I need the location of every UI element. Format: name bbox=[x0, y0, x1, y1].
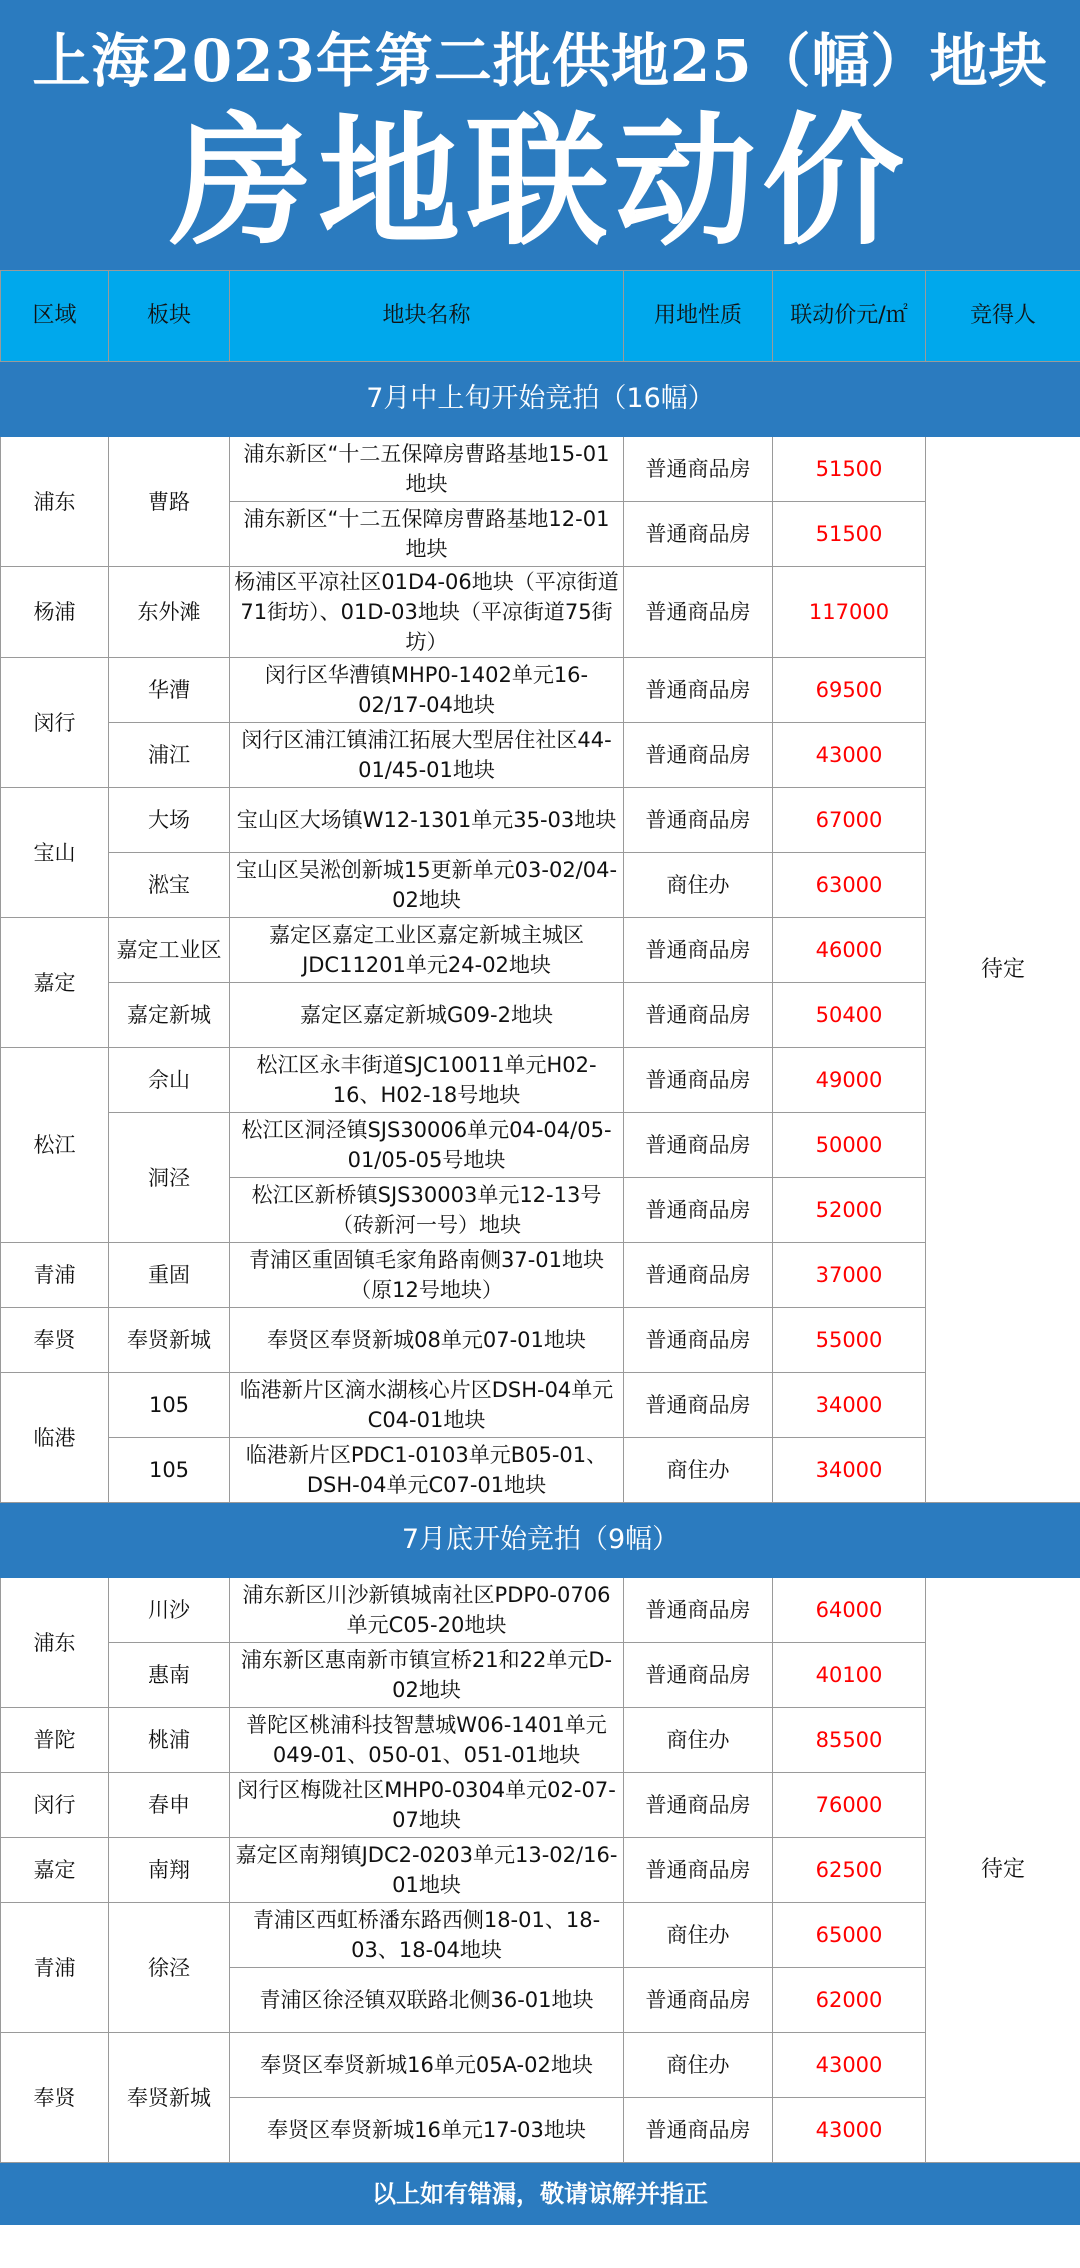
price-cell: 62000 bbox=[773, 1968, 926, 2033]
block-cell: 南翔 bbox=[109, 1838, 230, 1903]
land-use-cell: 普通商品房 bbox=[624, 1838, 773, 1903]
plot-name-cell: 青浦区徐泾镇双联路北侧36-01地块 bbox=[230, 1968, 624, 2033]
price-cell: 65000 bbox=[773, 1903, 926, 1968]
district-cell: 青浦 bbox=[1, 1903, 109, 2033]
district-cell: 浦东 bbox=[1, 437, 109, 567]
block-cell: 春申 bbox=[109, 1773, 230, 1838]
table-row bbox=[1, 567, 1080, 658]
land-use-cell: 普通商品房 bbox=[624, 1178, 773, 1243]
land-use-cell: 普通商品房 bbox=[624, 1113, 773, 1178]
block-cell: 洞泾 bbox=[109, 1113, 230, 1243]
plot-name-cell: 临港新片区PDC1-0103单元B05-01、DSH-04单元C07-01地块 bbox=[230, 1438, 624, 1503]
plot-name-cell: 临港新片区滴水湖核心片区DSH-04单元C04-01地块 bbox=[230, 1373, 624, 1438]
price-cell: 85500 bbox=[773, 1708, 926, 1773]
district-cell: 闵行 bbox=[1, 658, 109, 788]
district-cell: 松江 bbox=[1, 1048, 109, 1243]
block-cell: 淞宝 bbox=[109, 853, 230, 918]
plot-name-cell: 奉贤区奉贤新城08单元07-01地块 bbox=[230, 1308, 624, 1373]
section2-title: 7月底开始竞拍（9幅） bbox=[1, 1503, 1080, 1578]
footer-note: 以上如有错漏，敬请谅解并指正 bbox=[0, 2163, 1080, 2225]
plot-name-cell: 闵行区梅陇社区MHP0-0304单元02-07-07地块 bbox=[230, 1773, 624, 1838]
land-use-cell: 普通商品房 bbox=[624, 437, 773, 502]
price-cell: 49000 bbox=[773, 1048, 926, 1113]
table-row bbox=[1, 1113, 1080, 1178]
land-use-cell: 商住办 bbox=[624, 2033, 773, 2098]
land-use-cell: 普通商品房 bbox=[624, 1773, 773, 1838]
plot-name-cell: 宝山区大场镇W12-1301单元35-03地块 bbox=[230, 788, 624, 853]
table-row bbox=[1, 1708, 1080, 1773]
district-cell: 杨浦 bbox=[1, 567, 109, 658]
table-row bbox=[1, 658, 1080, 723]
header-land-use: 用地性质 bbox=[624, 271, 773, 362]
land-use-cell: 普通商品房 bbox=[624, 658, 773, 723]
table-row bbox=[1, 1373, 1080, 1438]
district-cell: 浦东 bbox=[1, 1578, 109, 1708]
plot-name-cell: 浦东新区惠南新市镇宣桥21和22单元D-02地块 bbox=[230, 1643, 624, 1708]
land-use-cell: 普通商品房 bbox=[624, 567, 773, 658]
block-cell: 川沙 bbox=[109, 1578, 230, 1643]
district-cell: 奉贤 bbox=[1, 1308, 109, 1373]
price-cell: 63000 bbox=[773, 853, 926, 918]
header-district: 区域 bbox=[1, 271, 109, 362]
land-use-cell: 商住办 bbox=[624, 1903, 773, 1968]
table-row bbox=[1, 1243, 1080, 1308]
price-cell: 64000 bbox=[773, 1578, 926, 1643]
table-row bbox=[1, 1578, 1080, 1643]
price-cell: 50400 bbox=[773, 983, 926, 1048]
header-winner: 竞得人 bbox=[926, 271, 1080, 362]
land-use-cell: 普通商品房 bbox=[624, 1968, 773, 2033]
block-cell: 嘉定工业区 bbox=[109, 918, 230, 983]
price-cell: 43000 bbox=[773, 2033, 926, 2098]
page-header bbox=[0, 0, 1080, 270]
block-cell: 大场 bbox=[109, 788, 230, 853]
plot-name-cell: 嘉定区南翔镇JDC2-0203单元13-02/16-01地块 bbox=[230, 1838, 624, 1903]
table-row bbox=[1, 853, 1080, 918]
table-row bbox=[1, 1643, 1080, 1708]
price-cell: 50000 bbox=[773, 1113, 926, 1178]
table-row bbox=[1, 983, 1080, 1048]
price-cell: 69500 bbox=[773, 658, 926, 723]
plot-name-cell: 嘉定区嘉定工业区嘉定新城主城区JDC11201单元24-02地块 bbox=[230, 918, 624, 983]
district-cell: 闵行 bbox=[1, 1773, 109, 1838]
block-cell: 重固 bbox=[109, 1243, 230, 1308]
district-cell: 嘉定 bbox=[1, 918, 109, 1048]
price-cell: 55000 bbox=[773, 1308, 926, 1373]
block-cell: 佘山 bbox=[109, 1048, 230, 1113]
plot-name-cell: 浦东新区“十二五保障房曹路基地15-01地块 bbox=[230, 437, 624, 502]
district-cell: 临港 bbox=[1, 1373, 109, 1503]
district-cell: 普陀 bbox=[1, 1708, 109, 1773]
land-use-cell: 普通商品房 bbox=[624, 502, 773, 567]
block-cell: 嘉定新城 bbox=[109, 983, 230, 1048]
plot-name-cell: 普陀区桃浦科技智慧城W06-1401单元049-01、050-01、051-01地块 bbox=[230, 1708, 624, 1773]
block-cell: 徐泾 bbox=[109, 1903, 230, 2033]
header-block: 板块 bbox=[109, 271, 230, 362]
block-cell: 奉贤新城 bbox=[109, 1308, 230, 1373]
land-use-cell: 普通商品房 bbox=[624, 1243, 773, 1308]
winner-cell: 待定 bbox=[926, 437, 1080, 1503]
plot-name-cell: 青浦区西虹桥潘东路西侧18-01、18-03、18-04地块 bbox=[230, 1903, 624, 1968]
block-cell: 东外滩 bbox=[109, 567, 230, 658]
district-cell: 青浦 bbox=[1, 1243, 109, 1308]
price-cell: 46000 bbox=[773, 918, 926, 983]
title-line2: 房地联动价 bbox=[170, 99, 910, 265]
table-row bbox=[1, 2033, 1080, 2098]
land-use-cell: 普通商品房 bbox=[624, 918, 773, 983]
price-cell: 43000 bbox=[773, 723, 926, 788]
district-cell: 奉贤 bbox=[1, 2033, 109, 2163]
price-cell: 62500 bbox=[773, 1838, 926, 1903]
land-use-cell: 普通商品房 bbox=[624, 723, 773, 788]
price-cell: 76000 bbox=[773, 1773, 926, 1838]
section-row bbox=[1, 362, 1080, 437]
price-cell: 43000 bbox=[773, 2098, 926, 2163]
section-row bbox=[1, 1503, 1080, 1578]
price-cell: 37000 bbox=[773, 1243, 926, 1308]
land-use-cell: 普通商品房 bbox=[624, 1373, 773, 1438]
district-cell: 嘉定 bbox=[1, 1838, 109, 1903]
plot-name-cell: 闵行区浦江镇浦江拓展大型居住社区44-01/45-01地块 bbox=[230, 723, 624, 788]
block-cell: 华漕 bbox=[109, 658, 230, 723]
plot-name-cell: 松江区洞泾镇SJS30006单元04-04/05-01/05-05号地块 bbox=[230, 1113, 624, 1178]
land-use-cell: 商住办 bbox=[624, 853, 773, 918]
land-use-cell: 商住办 bbox=[624, 1708, 773, 1773]
table-row bbox=[1, 1838, 1080, 1903]
price-cell: 51500 bbox=[773, 437, 926, 502]
table-row bbox=[1, 1438, 1080, 1503]
table-row bbox=[1, 1903, 1080, 1968]
table-row bbox=[1, 1048, 1080, 1113]
plot-name-cell: 浦东新区川沙新镇城南社区PDP0-0706单元C05-20地块 bbox=[230, 1578, 624, 1643]
header-plot-name: 地块名称 bbox=[230, 271, 624, 362]
block-cell: 浦江 bbox=[109, 723, 230, 788]
district-cell: 宝山 bbox=[1, 788, 109, 918]
plot-name-cell: 松江区永丰街道SJC10011单元H02-16、H02-18号地块 bbox=[230, 1048, 624, 1113]
plot-name-cell: 奉贤区奉贤新城16单元05A-02地块 bbox=[230, 2033, 624, 2098]
plot-name-cell: 嘉定区嘉定新城G09-2地块 bbox=[230, 983, 624, 1048]
winner-cell: 待定 bbox=[926, 1578, 1080, 2163]
land-price-table bbox=[0, 270, 1080, 2163]
plot-name-cell: 宝山区吴淞创新城15更新单元03-02/04-02地块 bbox=[230, 853, 624, 918]
plot-name-cell: 浦东新区“十二五保障房曹路基地12-01地块 bbox=[230, 502, 624, 567]
land-use-cell: 商住办 bbox=[624, 1438, 773, 1503]
title-line1: 上海2023年第二批供地25（幅）地块 bbox=[32, 27, 1048, 95]
table-row bbox=[1, 1773, 1080, 1838]
land-use-cell: 普通商品房 bbox=[624, 2098, 773, 2163]
block-cell: 桃浦 bbox=[109, 1708, 230, 1773]
table-row bbox=[1, 788, 1080, 853]
land-use-cell: 普通商品房 bbox=[624, 1308, 773, 1373]
table-row bbox=[1, 723, 1080, 788]
land-use-cell: 普通商品房 bbox=[624, 1643, 773, 1708]
price-cell: 67000 bbox=[773, 788, 926, 853]
plot-name-cell: 杨浦区平凉社区01D4-06地块（平凉街道71街坊）、01D-03地块（平凉街道75街坊） bbox=[230, 567, 624, 658]
price-cell: 51500 bbox=[773, 502, 926, 567]
price-cell: 34000 bbox=[773, 1438, 926, 1503]
land-use-cell: 普通商品房 bbox=[624, 788, 773, 853]
block-cell: 105 bbox=[109, 1438, 230, 1503]
plot-name-cell: 青浦区重固镇毛家角路南侧37-01地块（原12号地块） bbox=[230, 1243, 624, 1308]
block-cell: 惠南 bbox=[109, 1643, 230, 1708]
land-use-cell: 普通商品房 bbox=[624, 1048, 773, 1113]
plot-name-cell: 松江区新桥镇SJS30003单元12-13号（砖新河一号）地块 bbox=[230, 1178, 624, 1243]
header-price: 联动价元/㎡ bbox=[773, 271, 926, 362]
price-cell: 52000 bbox=[773, 1178, 926, 1243]
plot-name-cell: 闵行区华漕镇MHP0-1402单元16-02/17-04地块 bbox=[230, 658, 624, 723]
price-cell: 40100 bbox=[773, 1643, 926, 1708]
price-cell: 34000 bbox=[773, 1373, 926, 1438]
table-row bbox=[1, 437, 1080, 502]
table-row bbox=[1, 918, 1080, 983]
plot-name-cell: 奉贤区奉贤新城16单元17-03地块 bbox=[230, 2098, 624, 2163]
table-header-row bbox=[1, 271, 1080, 362]
section1-title: 7月中上旬开始竞拍（16幅） bbox=[1, 362, 1080, 437]
land-use-cell: 普通商品房 bbox=[624, 983, 773, 1048]
block-cell: 奉贤新城 bbox=[109, 2033, 230, 2163]
block-cell: 105 bbox=[109, 1373, 230, 1438]
land-use-cell: 普通商品房 bbox=[624, 1578, 773, 1643]
block-cell: 曹路 bbox=[109, 437, 230, 567]
table-row bbox=[1, 1308, 1080, 1373]
price-cell: 117000 bbox=[773, 567, 926, 658]
